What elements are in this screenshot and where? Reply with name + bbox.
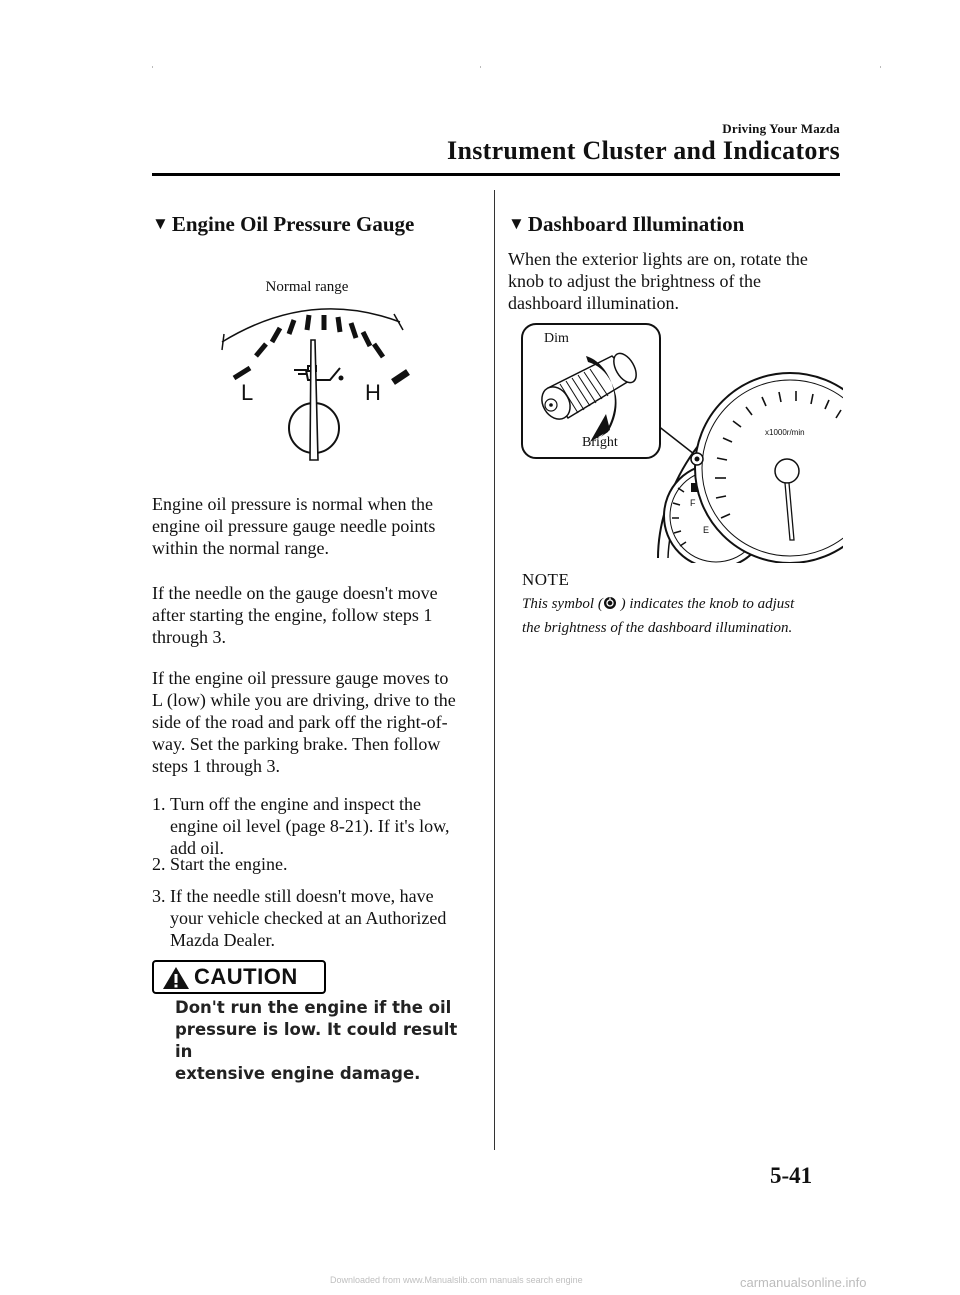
warning-triangle-icon [162, 966, 190, 990]
step-number: 1. [152, 794, 166, 814]
illumination-symbol-icon [603, 596, 617, 610]
tach-unit-label: x1000r/min [765, 428, 805, 437]
text-fragment: ) indicates the knob to adjust [616, 596, 795, 612]
oil-drop-icon [339, 376, 344, 381]
text-line: add oil. [170, 838, 224, 858]
oil-pressure-gauge-figure [210, 270, 420, 470]
section-title-text: Engine Oil Pressure Gauge [171, 212, 415, 236]
normal-range-label: Normal range [265, 279, 349, 295]
text-line: way. Set the parking brake. Then follow [152, 734, 441, 754]
footer-download-note: Downloaded from www.Manualslib.com manuals search engine [330, 1275, 583, 1285]
crop-mark [152, 66, 153, 68]
text-line: If the needle on the gauge doesn't move [152, 583, 438, 603]
text-line: steps 1 through 3. [152, 756, 280, 776]
page-title: Instrument Cluster and Indicators [447, 136, 840, 165]
text-fragment: This symbol ( [522, 596, 603, 612]
paragraph-low [152, 667, 456, 777]
caution-box [152, 960, 326, 994]
high-label: H [365, 380, 381, 405]
normal-range-arc [222, 309, 400, 342]
paragraph-dashboard [508, 248, 808, 314]
text-line: If the engine oil pressure gauge moves to [152, 668, 449, 688]
section-title-dashboard [508, 212, 744, 237]
step-number: 2. [152, 854, 166, 874]
caution-text [175, 997, 475, 1085]
text-line: your vehicle checked at an Authorized [170, 908, 447, 928]
header-rule [152, 173, 840, 176]
range-end-mark [394, 314, 403, 330]
text-line: side of the road and park off the right-of- [152, 712, 448, 732]
dim-label: Dim [544, 331, 569, 346]
step-number: 3. [152, 886, 166, 906]
text-line: Don't run the engine if the oil [175, 998, 452, 1017]
text-line: engine oil level (page 8-21). If it's low, [170, 816, 450, 836]
crop-mark [480, 66, 481, 68]
page-number: 5-41 [770, 1163, 813, 1188]
scale-ticks [234, 315, 408, 382]
text-line: after starting the engine, follow steps 1 [152, 605, 433, 625]
note-line-2: the brightness of the dashboard illumination. [522, 620, 793, 636]
gauge-needle [310, 340, 318, 460]
header-subtitle: Driving Your Mazda [722, 121, 840, 136]
oil-can-icon [294, 366, 340, 380]
text-line: Mazda Dealer. [170, 930, 275, 950]
step-2 [152, 853, 482, 877]
column-divider [494, 190, 495, 1150]
note-line-1 [522, 592, 852, 616]
note-title: NOTE [522, 570, 570, 589]
section-title-text: Dashboard Illumination [527, 212, 745, 236]
watermark[interactable]: carmanualsonline.info [740, 1275, 867, 1290]
low-label: L [241, 380, 254, 405]
paragraph-no-move [152, 582, 438, 648]
text-line: Turn off the engine and inspect the [170, 794, 421, 814]
text-line: Engine oil pressure is normal when the [152, 494, 433, 514]
text-line: within the normal range. [152, 538, 329, 558]
text-line: knob to adjust the brightness of the [508, 271, 761, 291]
text-line: pressure is low. It could result in [175, 1020, 458, 1061]
dashboard-illumination-figure [508, 318, 843, 563]
section-title-oil-pressure [152, 212, 414, 237]
crop-mark [880, 66, 881, 68]
range-end-mark [222, 334, 224, 350]
text-line: Start the engine. [170, 854, 288, 874]
fuel-empty-label: E [703, 525, 710, 535]
step-3 [152, 885, 482, 955]
note-text [522, 592, 852, 640]
fuel-full-label: F [690, 498, 696, 508]
bright-label: Bright [582, 435, 618, 450]
triangle-icon: ▼ [508, 214, 525, 233]
text-line: dashboard illumination. [508, 293, 679, 313]
text-line: engine oil pressure gauge needle points [152, 516, 436, 536]
text-line: through 3. [152, 627, 226, 647]
caution-label: CAUTION [194, 964, 298, 989]
paragraph-normal [152, 493, 435, 559]
triangle-icon: ▼ [152, 214, 169, 233]
text-line: If the needle still doesn't move, have [170, 886, 434, 906]
text-line: When the exterior lights are on, rotate the [508, 249, 808, 269]
text-line: L (low) while you are driving, drive to the [152, 690, 456, 710]
tach-hub [775, 459, 799, 483]
text-line: extensive engine damage. [175, 1064, 421, 1083]
